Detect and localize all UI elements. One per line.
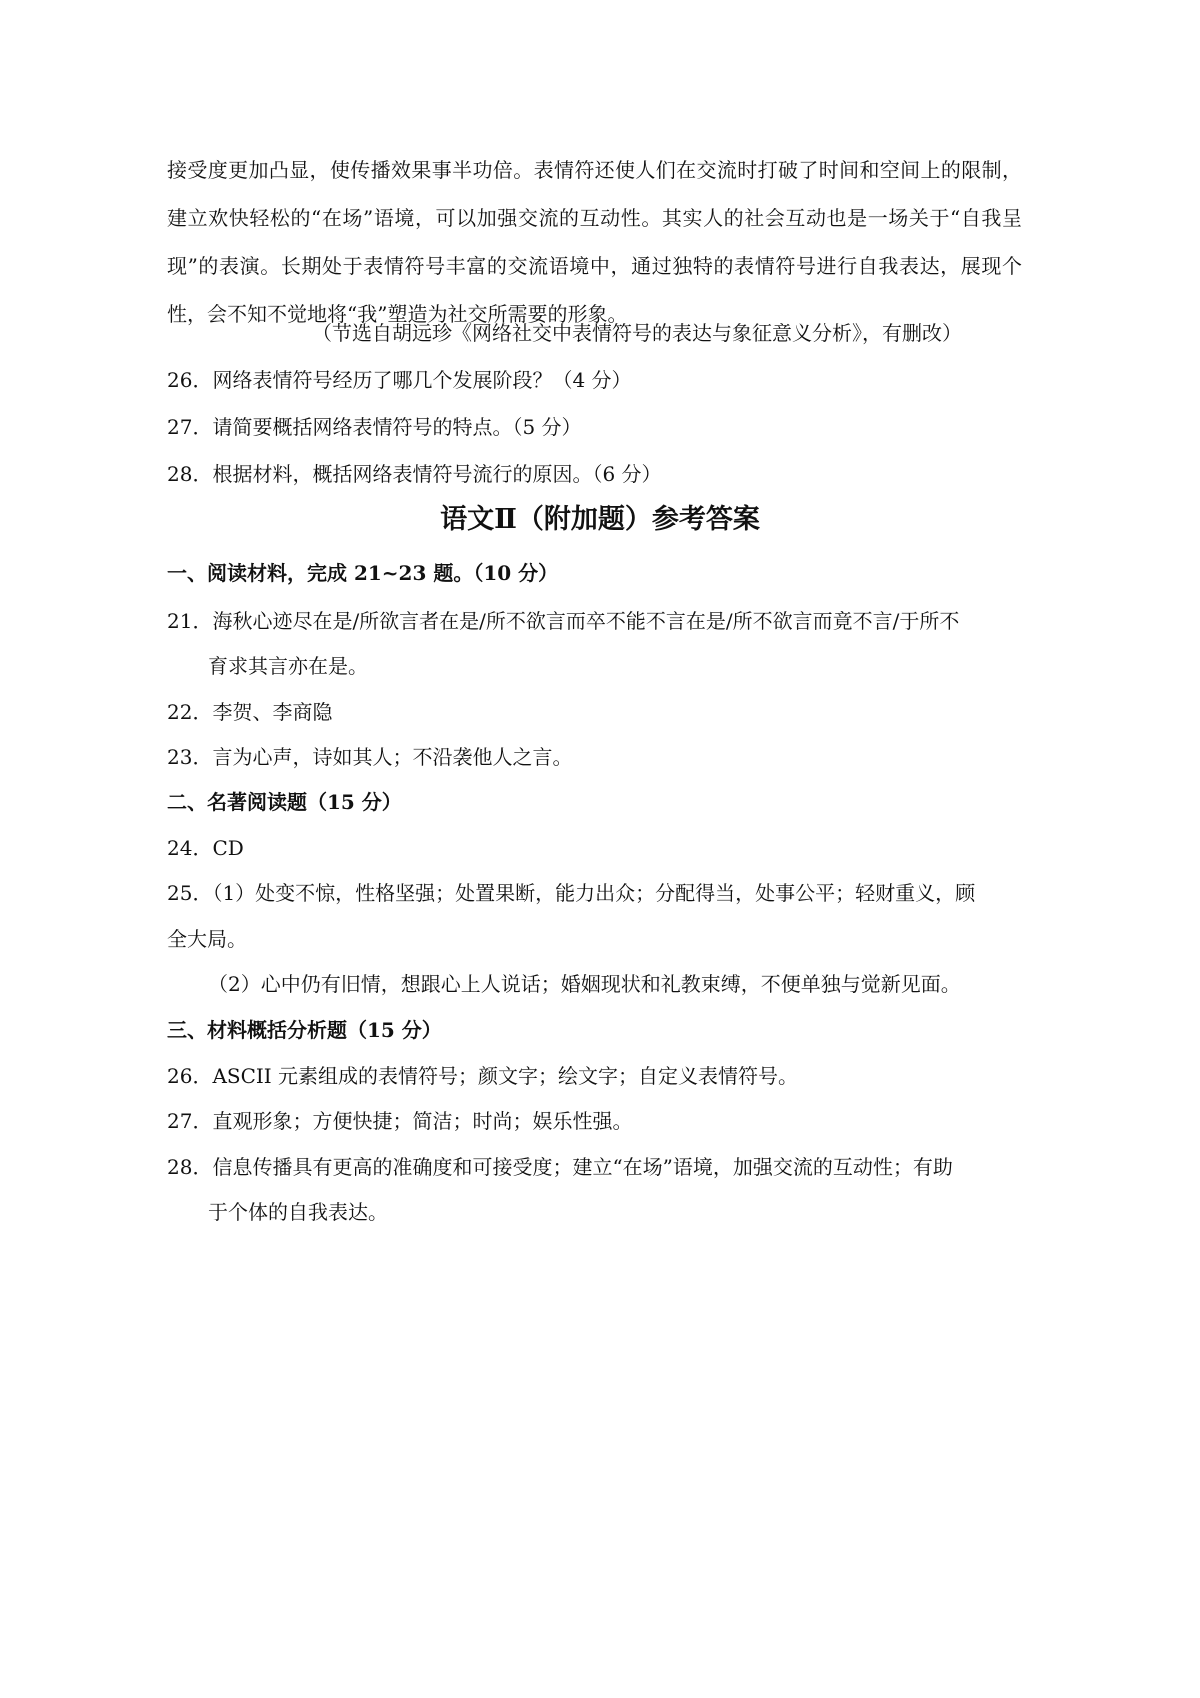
answer-28-line2: 于个体的自我表达。 [208,1200,388,1224]
answer-27: 27．直观形象；方便快捷；简洁；时尚；娱乐性强。 [167,1109,633,1133]
question-26: 26．网络表情符号经历了哪几个发展阶段？（4 分） [167,368,632,392]
answer-21-line2: 育求其言亦在是。 [208,654,368,678]
answer-21-line1: 21．海秋心迹尽在是/所欲言者在是/所不欲言而卒不能不言在是/所不欲言而竟不言/于所不 [167,609,960,633]
answers-title: 语文Ⅱ（附加题）参考答案 [440,504,760,535]
answer-23: 23．言为心声，诗如其人；不沿袭他人之言。 [167,745,573,769]
section2-heading: 二、名著阅读题（15 分） [167,790,402,814]
answer-25-part2: （2）心中仍有旧情，想跟心上人说话；婚姻现状和礼教束缚，不便单独与觉新见面。 [208,972,961,996]
section1-heading: 一、阅读材料，完成 21~23 题。（10 分） [167,561,559,585]
answer-22: 22．李贺、李商隐 [167,700,333,724]
section3-heading: 三、材料概括分析题（15 分） [167,1018,442,1042]
question-27: 27．请简要概括网络表情符号的特点。（5 分） [167,415,582,439]
question-28: 28．根据材料，概括网络表情符号流行的原因。（6 分） [167,462,662,486]
answer-26: 26．ASCII 元素组成的表情符号；颜文字；绘文字；自定义表情符号。 [167,1064,799,1088]
answer-28-line1: 28．信息传播具有更高的准确度和可接受度；建立“在场”语境，加强交流的互动性；有助 [167,1155,953,1179]
answer-25-line1: 25．（1）处变不惊，性格坚强；处置果断，能力出众；分配得当，处事公平；轻财重义，顾 [167,881,976,905]
passage-source: （节选自胡远珍《网络社交中表情符号的表达与象征意义分析》，有删改） [312,321,962,345]
answer-24: 24．CD [167,836,244,860]
answer-25-line2: 全大局。 [167,927,247,951]
passage-text: 接受度更加凸显，使传播效果事半功倍。表情符还使人们在交流时打破了时间和空间上的限制，建立欢快轻松的“在场”语境，可以加强交流的互动性。其实人的社会互动也是一场关于“自我呈现”的表演。长期处于表情符号丰富的交流语境中，通过独特的表情符号进行自我表达，展现个性，会不知不觉地将“我”塑造为社交所需要的形象。 [167,158,1022,326]
